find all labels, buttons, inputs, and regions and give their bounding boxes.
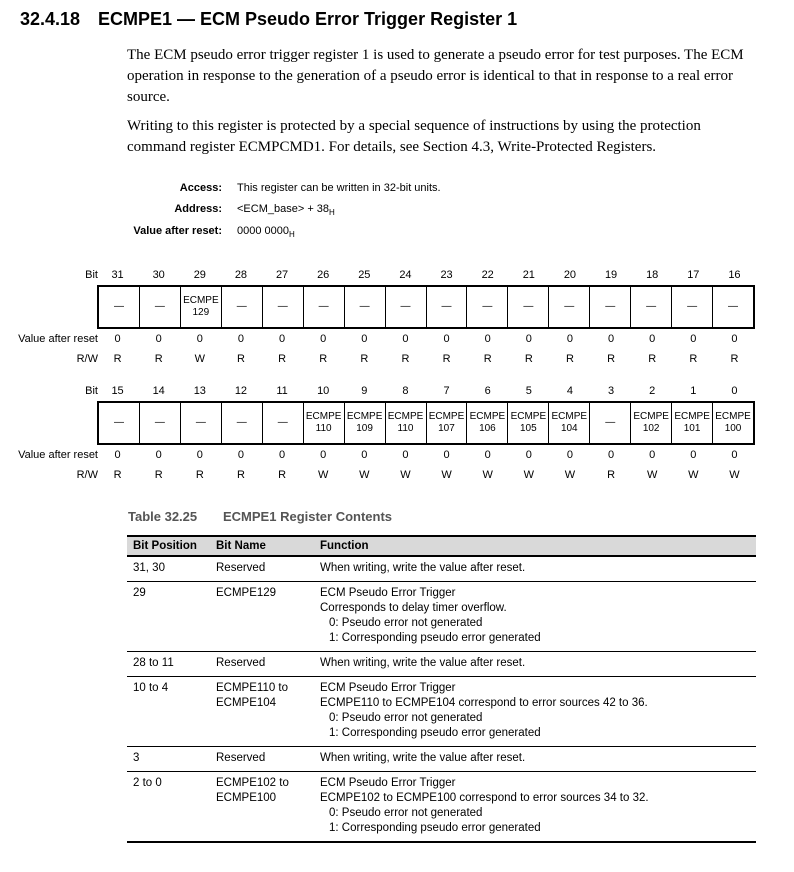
upper-rw-5: R xyxy=(319,353,328,365)
lower-reset-5: 0 xyxy=(320,449,327,461)
cell-bit-position: 2 to 0 xyxy=(127,772,210,843)
bit-name-line: 107 xyxy=(438,423,455,434)
function-line: When writing, write the value after reset. xyxy=(320,752,526,764)
cell-bit-position: 31, 30 xyxy=(127,556,210,582)
function-line: ECM Pseudo Error Trigger xyxy=(320,777,456,789)
lower-bit-7: 8 xyxy=(402,385,409,397)
upper-bit-15: 16 xyxy=(728,269,741,281)
register-bit-cell xyxy=(140,287,181,327)
lower-rw-0: R xyxy=(113,469,122,481)
register-bit-cell xyxy=(713,403,753,443)
lower-bit-15: 0 xyxy=(731,385,738,397)
upper-reset-2: 0 xyxy=(196,333,203,345)
upper-bit-4: 27 xyxy=(275,269,289,281)
bit-name-line: ECMPE xyxy=(633,411,669,422)
register-bit-cell xyxy=(181,403,222,443)
lower-bit-9: 6 xyxy=(484,385,491,397)
upper-reset-10: 0 xyxy=(525,333,532,345)
bit-name-line: 104 xyxy=(560,423,578,434)
bit-name-line: — xyxy=(318,301,329,312)
bit-name-line: ECMPE xyxy=(305,411,342,422)
register-bit-cell xyxy=(590,403,631,443)
lower-reset-7: 0 xyxy=(402,449,409,461)
bit-name-line: 109 xyxy=(356,423,373,434)
upper-reset-1: 0 xyxy=(155,333,162,345)
upper-reset-0: 0 xyxy=(114,333,121,345)
lower-reset-15: 0 xyxy=(731,449,738,461)
bit-name-line: ECMPE xyxy=(346,411,383,422)
bit-name-line: — xyxy=(113,417,124,428)
section-title: ECMPE1 — ECM Pseudo Error Trigger Register 1 xyxy=(98,9,518,29)
upper-rw-6: R xyxy=(360,353,369,365)
register-bit-cell xyxy=(99,403,140,443)
upper-bit-10: 21 xyxy=(522,269,535,281)
register-bit-cell xyxy=(140,403,181,443)
upper-reset-8: 0 xyxy=(443,333,450,345)
bit-name-line: ECMPE xyxy=(428,411,465,422)
bit-name-line: 110 xyxy=(315,423,332,434)
upper-bit-9: 22 xyxy=(481,269,494,281)
upper-rw-8: R xyxy=(442,353,451,365)
table-row xyxy=(127,582,756,652)
register-bit-cell xyxy=(345,403,386,443)
bit-name-line: — xyxy=(195,417,206,428)
bit-name-line: — xyxy=(728,301,739,312)
lower-rw-12: R xyxy=(607,469,616,481)
bit-name-line: ECMPE xyxy=(674,411,710,422)
upper-rw-0: R xyxy=(113,353,122,365)
upper-bit-label: Bit xyxy=(85,269,98,281)
header-bit-position: Bit Position xyxy=(127,536,210,556)
cell-bit-position: 10 to 4 xyxy=(127,677,210,747)
cell-bit-name xyxy=(210,747,314,772)
bit-name-line: ECMPE xyxy=(183,295,219,306)
upper-register-diagram xyxy=(97,285,755,329)
table-number: Table 32.25 xyxy=(128,509,198,524)
lower-reset-4: 0 xyxy=(279,449,286,461)
bit-name-line: 129 xyxy=(192,307,210,318)
bit-name-line: — xyxy=(482,301,493,312)
lower-reset-9: 0 xyxy=(484,449,491,461)
cell-function xyxy=(314,677,756,747)
cell-bit-position: 3 xyxy=(127,747,210,772)
bit-name-line: 105 xyxy=(520,423,537,434)
lower-rw-10: W xyxy=(523,469,534,481)
bit-name-line: 102 xyxy=(642,423,660,434)
table-row xyxy=(127,677,756,747)
register-contents-table xyxy=(127,535,756,843)
address-suffix: H xyxy=(329,208,335,218)
cell-bit-name xyxy=(210,582,314,652)
bit-name-line: ECMPE129 xyxy=(216,587,277,599)
bit-name-line: — xyxy=(605,417,616,428)
bit-name-line: — xyxy=(523,301,534,312)
register-bit-cell xyxy=(549,287,590,327)
bit-name-line: — xyxy=(113,301,124,312)
bit-name-line: — xyxy=(236,301,247,312)
lower-rw-14: W xyxy=(688,469,699,481)
upper-bit-1: 30 xyxy=(152,269,165,281)
table-title: ECMPE1 Register Contents xyxy=(223,509,393,524)
lower-rw-1: R xyxy=(154,469,163,481)
function-line: 1: Corresponding pseudo error generated xyxy=(329,727,541,739)
lower-register-diagram xyxy=(97,401,755,445)
upper-reset-13: 0 xyxy=(649,333,656,345)
register-bit-cell xyxy=(549,403,590,443)
cell-function xyxy=(314,556,756,582)
header-function: Function xyxy=(314,536,756,556)
upper-rw-3: R xyxy=(236,353,245,365)
function-line: 1: Corresponding pseudo error generated xyxy=(329,632,541,644)
bit-name-line: ECMPE xyxy=(551,411,588,422)
register-bit-cell xyxy=(467,287,508,327)
lower-rw-11: W xyxy=(564,469,576,481)
lower-bit-8: 7 xyxy=(443,385,450,397)
lower-reset-14: 0 xyxy=(690,449,697,461)
bit-name-line: ECMPE110 to xyxy=(216,682,289,694)
upper-rw-13: R xyxy=(648,353,657,365)
register-bit-cell xyxy=(263,403,304,443)
lower-rw-3: R xyxy=(236,469,245,481)
register-bit-cell xyxy=(508,403,549,443)
bit-name-line: — xyxy=(646,301,657,312)
lower-bit-2: 13 xyxy=(193,385,206,397)
upper-rw-14: R xyxy=(689,353,698,365)
function-line: 0: Pseudo error not generated xyxy=(329,617,483,629)
bit-name-line: 106 xyxy=(479,423,496,434)
upper-reset-15: 0 xyxy=(731,333,738,345)
bit-name-line: — xyxy=(359,301,370,312)
bit-name-line: — xyxy=(441,301,452,312)
lower-bit-0: 15 xyxy=(111,385,124,397)
upper-bit-6: 25 xyxy=(358,269,371,281)
function-line: When writing, write the value after reset. xyxy=(320,562,526,574)
function-line: Corresponds to delay timer overflow. xyxy=(320,602,507,614)
upper-bit-8: 23 xyxy=(440,269,453,281)
table-caption xyxy=(128,509,392,524)
intro-paragraph-2: Writing to this register is protected by a special sequence of instructions by using the protection command register ECMPCMD1. For details, see Section 4.3, Write-Protected Registers. xyxy=(127,118,701,155)
lower-reset-13: 0 xyxy=(649,449,656,461)
cell-bit-name xyxy=(210,652,314,677)
bit-name-line: ECMPE xyxy=(715,411,751,422)
bit-name-line: 110 xyxy=(397,423,414,434)
lower-rw-label: R/W xyxy=(76,469,98,481)
bit-name-line: 101 xyxy=(683,423,701,434)
section-number: 32.4.18 xyxy=(20,9,81,29)
reset-suffix: H xyxy=(289,230,295,240)
lower-rw-6: W xyxy=(359,469,370,481)
upper-rw-label: R/W xyxy=(76,353,98,365)
bit-name-line: — xyxy=(687,301,698,312)
register-bit-cell xyxy=(427,403,468,443)
register-bit-cell xyxy=(222,287,263,327)
register-bit-cell xyxy=(304,403,345,443)
register-bit-cell xyxy=(222,403,263,443)
lower-rw-15: W xyxy=(729,469,740,481)
register-bit-cell xyxy=(181,287,222,327)
register-bit-cell xyxy=(99,287,140,327)
cell-bit-name xyxy=(210,772,314,843)
function-line: 1: Corresponding pseudo error generated xyxy=(329,822,541,834)
lower-bit-11: 4 xyxy=(566,385,573,397)
address-text: <ECM_base> + 38 xyxy=(237,203,330,215)
upper-bit-12: 19 xyxy=(604,269,618,281)
header-bit-name: Bit Name xyxy=(210,536,314,556)
register-bit-cell xyxy=(467,403,508,443)
lower-bit-12: 3 xyxy=(608,385,615,397)
register-bit-cell xyxy=(386,403,427,443)
bit-name-line: 100 xyxy=(724,423,742,434)
lower-reset-10: 0 xyxy=(525,449,532,461)
upper-bit-3: 28 xyxy=(234,269,248,281)
function-line: ECM Pseudo Error Trigger xyxy=(320,682,456,694)
table-row xyxy=(127,772,756,843)
cell-bit-position: 29 xyxy=(127,582,210,652)
table-row xyxy=(127,652,756,677)
lower-rw-2: R xyxy=(195,469,204,481)
register-bit-cell xyxy=(263,287,304,327)
lower-bit-14: 1 xyxy=(690,385,697,397)
upper-bit-2: 29 xyxy=(193,269,206,281)
upper-reset-9: 0 xyxy=(484,333,491,345)
lower-rw-8: W xyxy=(441,469,452,481)
upper-rw-9: R xyxy=(483,353,492,365)
lower-reset-2: 0 xyxy=(196,449,203,461)
lower-bit-10: 5 xyxy=(525,385,532,397)
upper-rw-1: R xyxy=(154,353,163,365)
register-bit-cell xyxy=(590,287,631,327)
function-line: ECMPE102 to ECMPE100 correspond to error sources 34 to 32. xyxy=(320,792,649,804)
function-line: When writing, write the value after reset. xyxy=(320,657,526,669)
upper-bit-7: 24 xyxy=(399,269,412,281)
bit-name-line: — xyxy=(154,301,165,312)
reset-value xyxy=(237,225,295,239)
address-label: Address: xyxy=(174,203,222,215)
table-row xyxy=(127,747,756,772)
intro-paragraph-1: The ECM pseudo error trigger register 1 is used to generate a pseudo error for test purposes. The ECM operation in response to the generation of a pseudo error is identical to that in response to a real error source. xyxy=(127,47,744,105)
lower-reset-11: 0 xyxy=(566,449,573,461)
lower-reset-3: 0 xyxy=(237,449,244,461)
upper-reset-5: 0 xyxy=(320,333,327,345)
register-bit-cell xyxy=(631,287,672,327)
upper-reset-11: 0 xyxy=(566,333,573,345)
cell-function xyxy=(314,652,756,677)
function-line: 0: Pseudo error not generated xyxy=(329,712,483,724)
upper-rw-12: R xyxy=(607,353,616,365)
cell-bit-name xyxy=(210,556,314,582)
lower-bit-13: 2 xyxy=(649,385,656,397)
register-bit-cell xyxy=(672,403,713,443)
register-bit-cell xyxy=(713,287,753,327)
lower-reset-1: 0 xyxy=(155,449,162,461)
upper-rw-15: R xyxy=(730,353,739,365)
upper-rw-7: R xyxy=(401,353,410,365)
lower-bit-label: Bit xyxy=(85,385,98,397)
lower-bit-5: 10 xyxy=(317,385,330,397)
bit-name-line: — xyxy=(605,301,616,312)
lower-bit-3: 12 xyxy=(234,385,248,397)
bit-name-line: — xyxy=(277,301,288,312)
upper-reset-6: 0 xyxy=(361,333,368,345)
register-bit-cell xyxy=(631,403,672,443)
bit-name-line: Reserved xyxy=(216,562,266,574)
lower-bit-1: 14 xyxy=(152,385,165,397)
lower-rw-9: W xyxy=(482,469,493,481)
upper-bit-14: 17 xyxy=(687,269,700,281)
register-bit-cell xyxy=(427,287,468,327)
upper-reset-label: Value after reset xyxy=(18,333,98,345)
cell-function xyxy=(314,772,756,843)
register-bit-cell xyxy=(345,287,386,327)
lower-bit-6: 9 xyxy=(361,385,368,397)
register-bit-cell xyxy=(672,287,713,327)
lower-reset-6: 0 xyxy=(361,449,368,461)
lower-rw-5: W xyxy=(317,469,329,481)
section-heading xyxy=(20,9,517,30)
upper-reset-12: 0 xyxy=(608,333,615,345)
bit-name-line: Reserved xyxy=(216,657,266,669)
function-line: 0: Pseudo error not generated xyxy=(329,807,483,819)
bit-name-line: ECMPE100 xyxy=(216,792,277,804)
lower-reset-0: 0 xyxy=(114,449,121,461)
reset-label: Value after reset: xyxy=(133,225,222,237)
access-label: Access: xyxy=(179,182,222,194)
upper-bit-0: 31 xyxy=(111,269,124,281)
upper-reset-3: 0 xyxy=(237,333,244,345)
register-bit-cell xyxy=(508,287,549,327)
bit-name-line: ECMPE xyxy=(387,411,424,422)
lower-rw-7: W xyxy=(400,469,411,481)
cell-function xyxy=(314,747,756,772)
upper-bit-11: 20 xyxy=(563,269,577,281)
upper-bit-5: 26 xyxy=(317,269,330,281)
bit-name-line: — xyxy=(236,417,247,428)
bit-name-line: — xyxy=(564,301,575,312)
lower-bit-4: 11 xyxy=(276,385,288,397)
upper-rw-10: R xyxy=(524,353,533,365)
lower-rw-13: W xyxy=(646,469,658,481)
access-value: This register can be written in 32-bit units. xyxy=(237,182,441,194)
function-line: ECM Pseudo Error Trigger xyxy=(320,587,456,599)
upper-reset-14: 0 xyxy=(690,333,697,345)
bit-name-line: — xyxy=(154,417,165,428)
upper-reset-4: 0 xyxy=(279,333,286,345)
bit-name-line: ECMPE104 xyxy=(216,697,277,709)
bit-name-line: — xyxy=(277,417,288,428)
reset-text: 0000 0000 xyxy=(237,225,289,237)
lower-reset-12: 0 xyxy=(608,449,615,461)
address-value xyxy=(237,203,335,217)
bit-name-line: Reserved xyxy=(216,752,266,764)
table-row xyxy=(127,556,756,582)
upper-reset-7: 0 xyxy=(402,333,409,345)
upper-rw-2: W xyxy=(194,353,205,365)
cell-bit-name xyxy=(210,677,314,747)
bit-name-line: ECMPE xyxy=(510,411,547,422)
upper-rw-4: R xyxy=(278,353,287,365)
cell-function xyxy=(314,582,756,652)
lower-rw-4: R xyxy=(278,469,287,481)
register-bit-cell xyxy=(304,287,345,327)
cell-bit-position: 28 to 11 xyxy=(127,652,210,677)
bit-name-line: ECMPE xyxy=(469,411,506,422)
register-bit-cell xyxy=(386,287,427,327)
bit-name-line: — xyxy=(400,301,411,312)
function-line: ECMPE110 to ECMPE104 correspond to error sources 42 to 36. xyxy=(320,697,648,709)
upper-rw-11: R xyxy=(565,353,574,365)
bit-name-line: ECMPE102 to xyxy=(216,777,289,789)
lower-reset-8: 0 xyxy=(443,449,450,461)
upper-bit-13: 18 xyxy=(646,269,659,281)
lower-reset-label: Value after reset xyxy=(18,449,98,461)
